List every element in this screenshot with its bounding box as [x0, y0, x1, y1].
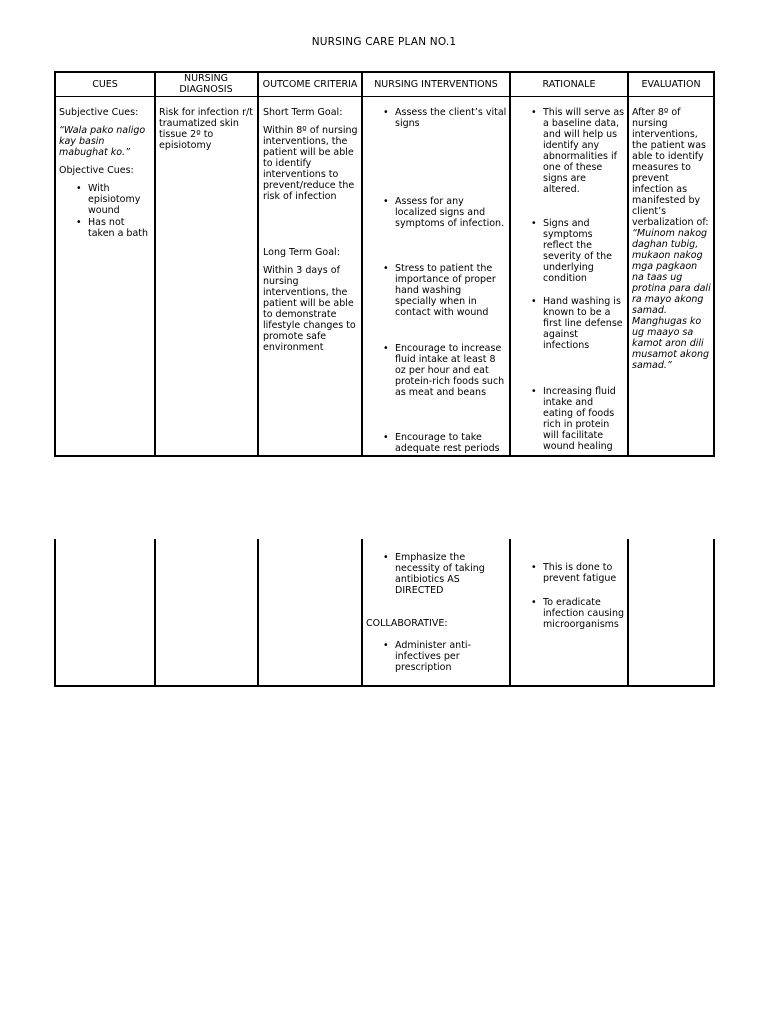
list-item: • This is done to prevent fatigue: [531, 562, 617, 584]
column-divider: [713, 539, 715, 687]
list-item: • Has not taken a bath: [76, 217, 149, 239]
bullet-icon: •: [531, 218, 537, 229]
list-item: • Signs and symptoms reflect the severity of the underlying condition: [531, 218, 612, 284]
evaluation-cell: [632, 107, 712, 371]
evaluation-text: After 8º of nursing interventions, the patient was able to identify measures to prevent infection as manifested by client’s verbalization of:: [632, 107, 709, 228]
short-term-goal-text: Within 8º of nursing interventions, the patient will be able to identify interventions to prevent/reduce the risk of infection: [263, 125, 358, 202]
subjective-cues-label: Subjective Cues:: [59, 107, 139, 118]
list-item: • Hand washing is known to be a first line defense against infections: [531, 296, 623, 351]
cues-cell: [59, 107, 152, 239]
bullet-icon: •: [531, 562, 537, 573]
list-item: • To eradicate infection causing microorganisms: [531, 597, 624, 630]
collaborative-label: COLLABORATIVE:: [366, 618, 448, 629]
short-term-goal-label: Short Term Goal:: [263, 107, 343, 118]
list-item: • Assess for any localized signs and symptoms of infection.: [383, 196, 505, 229]
list-item: • Increasing fluid intake and eating of foods rich in protein will facilitate wound healing: [531, 386, 616, 452]
column-divider: [713, 71, 715, 457]
list-item: • Administer anti-infectives per prescription: [383, 640, 471, 673]
column-divider: [361, 71, 363, 457]
list-item: • With episiotomy wound: [76, 183, 141, 216]
header-rationale: RATIONALE: [542, 78, 596, 90]
column-divider: [627, 71, 629, 457]
rationale-list-continued: [531, 562, 625, 630]
bullet-icon: •: [383, 552, 389, 563]
column-divider: [54, 71, 56, 457]
bullet-icon: •: [383, 432, 389, 443]
bullet-icon: •: [531, 386, 537, 397]
column-divider: [154, 539, 156, 687]
header-nursing-interventions: NURSING INTERVENTIONS: [374, 78, 498, 90]
bullet-icon: •: [531, 107, 537, 118]
bullet-icon: •: [76, 217, 82, 228]
objective-cues-list: [76, 183, 150, 239]
bullet-icon: •: [531, 597, 537, 608]
list-item: • Stress to patient the importance of proper hand washing specially when in contact with wound: [383, 263, 496, 318]
header-nursing-diagnosis: NURSING DIAGNOSIS: [179, 73, 233, 95]
column-divider: [257, 539, 259, 687]
list-item: • Encourage to increase fluid intake at least 8 oz per hour and eat protein-rich foods such as meat and beans: [383, 343, 505, 398]
rationale-cell-continued: [531, 562, 625, 630]
column-divider: [257, 71, 259, 457]
nursing-interventions-cell-continued: [366, 552, 507, 673]
collaborative-list: [383, 640, 485, 673]
long-term-goal-label: Long Term Goal:: [263, 247, 340, 258]
column-divider: [154, 71, 156, 457]
bullet-icon: •: [383, 196, 389, 207]
column-divider: [509, 539, 511, 687]
column-divider: [627, 539, 629, 687]
bullet-icon: •: [383, 263, 389, 274]
outcome-criteria-cell: [263, 107, 360, 353]
list-item: • Emphasize the necessity of taking antibiotics AS DIRECTED: [383, 552, 485, 596]
nursing-diagnosis-cell: [159, 107, 255, 151]
interventions-list-continued: [383, 552, 495, 596]
bullet-icon: •: [383, 343, 389, 354]
objective-cues-label: Objective Cues:: [59, 165, 134, 176]
list-item: • This will serve as a baseline data, and will help us identify any abnormalities if one of these signs are altered.: [531, 107, 625, 195]
header-cues: CUES: [92, 78, 118, 90]
column-divider: [361, 539, 363, 687]
column-divider: [54, 539, 56, 687]
care-plan-table: [54, 71, 715, 457]
bullet-icon: •: [531, 296, 537, 307]
list-item: • Assess the client’s vital signs: [383, 107, 507, 129]
bullet-icon: •: [383, 107, 389, 118]
care-plan-table-continued: [54, 539, 715, 688]
bullet-icon: •: [383, 640, 389, 651]
subjective-cues-quote: “Wala pako naligo kay basin mabughat ko.”: [59, 125, 146, 158]
long-term-goal-text: Within 3 days of nursing interventions, the patient will be able to demonstrate lifestyle changes to promote safe environment: [263, 265, 356, 353]
page-title: NURSING CARE PLAN NO.1: [311, 36, 457, 48]
diagnosis-text: Risk for infection r/t traumatized skin tissue 2º to episiotomy: [159, 107, 253, 151]
header-outcome-criteria: OUTCOME CRITERIA: [262, 78, 358, 90]
column-divider: [509, 71, 511, 457]
list-item: • Encourage to take adequate rest periods: [383, 432, 500, 454]
bullet-icon: •: [76, 183, 82, 194]
header-evaluation: EVALUATION: [641, 78, 701, 90]
evaluation-quote: “Muinom nakog daghan tubig, mukaon nakog mga pagkaon na taas ug protina para dali ra mayo akong samad. Manghugas ko ug maayo sa kamot aron dili musamot akong samad.”: [632, 228, 711, 371]
